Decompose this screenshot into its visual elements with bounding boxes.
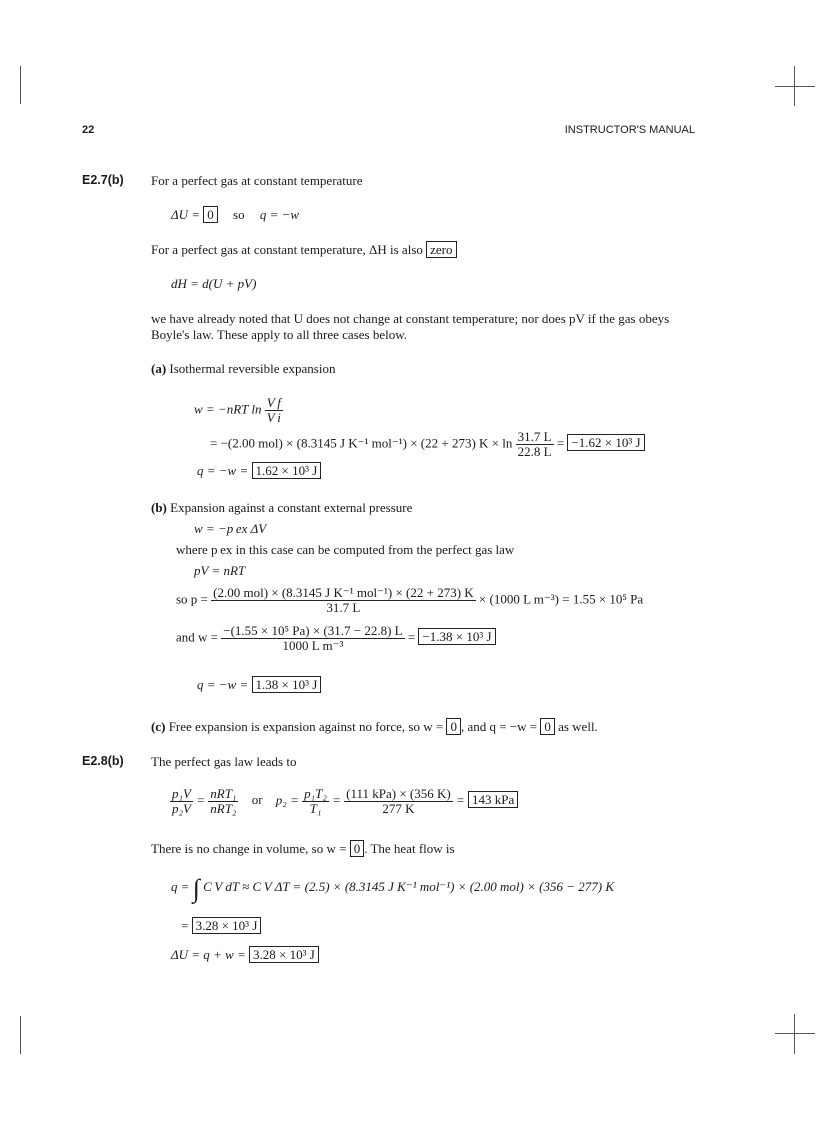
equation bbox=[171, 946, 319, 963]
equation-part: = −(2.00 mol) × (8.3145 J K⁻¹ mol⁻¹) × (22 + 273) K × ln bbox=[210, 435, 513, 451]
equation bbox=[171, 206, 299, 223]
fraction bbox=[344, 787, 453, 816]
answer-box: 0 bbox=[203, 206, 218, 223]
equation-part: q = −w bbox=[259, 207, 300, 222]
integral-sign: ∫ bbox=[192, 874, 200, 903]
crop-mark bbox=[20, 66, 21, 104]
part-label: (b) bbox=[151, 500, 167, 515]
equation-part: or bbox=[251, 792, 263, 808]
numerator: −(1.55 × 10⁵ Pa) × (31.7 − 22.8) L bbox=[223, 623, 403, 638]
equation-part: = bbox=[196, 792, 205, 808]
text-line: Boyle's law. These apply to all three cases below. bbox=[151, 327, 408, 342]
equation-part: C V dT ≈ C V ΔT = (2.5) × (8.3145 J K⁻¹ mol⁻¹) × (2.00 mol) × (356 − 277) K bbox=[203, 879, 614, 894]
denominator: 277 K bbox=[382, 801, 415, 816]
part-title: Isothermal reversible expansion bbox=[169, 361, 336, 376]
denominator: nRT₂ bbox=[210, 801, 237, 816]
equation bbox=[176, 586, 643, 615]
answer-box: 1.62 × 10³ J bbox=[252, 462, 322, 479]
equation-part: ΔU = q + w = bbox=[171, 947, 246, 962]
equation-part: so bbox=[233, 207, 245, 222]
numerator: p₁V bbox=[172, 786, 191, 801]
equation bbox=[194, 396, 283, 425]
equation-part: p₂ = bbox=[275, 792, 299, 808]
text-part: There is no change in volume, so w = bbox=[151, 841, 347, 856]
denominator: 1000 L m⁻³ bbox=[282, 638, 344, 653]
answer-box: 0 bbox=[350, 840, 365, 857]
equation-part: so p = bbox=[176, 591, 208, 607]
answer-box: 0 bbox=[446, 718, 461, 735]
fraction bbox=[211, 586, 476, 615]
numerator: 31.7 L bbox=[517, 429, 552, 444]
text-part: as well. bbox=[558, 719, 598, 734]
equation bbox=[197, 676, 321, 693]
equation-part: = bbox=[556, 435, 565, 451]
exercise-label: E2.8(b) bbox=[82, 754, 124, 768]
text-part: For a perfect gas at constant temperature, ΔH is also bbox=[151, 242, 423, 257]
equation: dH = d(U + pV) bbox=[171, 276, 257, 291]
equation bbox=[171, 874, 614, 904]
fraction bbox=[170, 787, 193, 816]
fraction bbox=[265, 396, 283, 425]
answer-box: 3.28 × 10³ J bbox=[192, 917, 262, 934]
equation-part: × (1000 L m⁻³) = 1.55 × 10⁵ Pa bbox=[478, 591, 644, 607]
exercise-label: E2.7(b) bbox=[82, 173, 124, 187]
answer-box: −1.38 × 10³ J bbox=[418, 628, 495, 645]
denominator: V i bbox=[266, 410, 281, 425]
answer-box: 0 bbox=[540, 718, 555, 735]
part-heading bbox=[151, 500, 412, 516]
part-title: Expansion against a constant external pressure bbox=[170, 500, 413, 515]
equation-part: w = −nRT ln bbox=[194, 401, 262, 417]
text-line: we have already noted that U does not change at constant temperature; nor does pV if the gas obeys bbox=[151, 311, 670, 326]
text-line bbox=[151, 241, 457, 258]
equation-part: q = −w = bbox=[197, 677, 249, 692]
equation: w = −p ex ΔV bbox=[194, 521, 267, 536]
crop-mark bbox=[794, 1014, 795, 1054]
text-line: where p ex in this case can be computed from the perfect gas law bbox=[176, 542, 515, 557]
running-title: INSTRUCTOR'S MANUAL bbox=[564, 124, 695, 136]
crop-mark bbox=[794, 66, 795, 106]
equation-part: = bbox=[407, 629, 416, 645]
equation bbox=[210, 430, 645, 459]
text-line bbox=[151, 718, 598, 735]
page-number: 22 bbox=[82, 124, 95, 136]
equation bbox=[170, 787, 518, 816]
fraction bbox=[516, 430, 554, 459]
text-line: The perfect gas law leads to bbox=[151, 754, 297, 769]
numerator: (2.00 mol) × (8.3145 J K⁻¹ mol⁻¹) × (22 + 273) K bbox=[213, 585, 474, 600]
equation: pV = nRT bbox=[194, 563, 246, 578]
answer-box: zero bbox=[426, 241, 456, 258]
equation bbox=[197, 462, 321, 479]
crop-mark bbox=[775, 1033, 815, 1034]
text-line bbox=[151, 840, 455, 857]
denominator: 31.7 L bbox=[326, 600, 361, 615]
answer-box: 143 kPa bbox=[468, 791, 518, 808]
numerator: (111 kPa) × (356 K) bbox=[346, 786, 451, 801]
answer-box: 1.38 × 10³ J bbox=[252, 676, 322, 693]
equation bbox=[176, 624, 496, 653]
denominator: T₁ bbox=[309, 801, 322, 816]
equation-part: q = −w = bbox=[197, 463, 249, 478]
text-line: For a perfect gas at constant temperature bbox=[151, 173, 363, 188]
equation-part: ΔU = bbox=[171, 207, 201, 222]
equation bbox=[181, 917, 261, 934]
equation-part: and w = bbox=[176, 629, 218, 645]
numerator: nRT₁ bbox=[210, 786, 237, 801]
answer-box: −1.62 × 10³ J bbox=[567, 434, 644, 451]
denominator: 22.8 L bbox=[517, 444, 552, 459]
equation-part: = bbox=[181, 918, 189, 933]
crop-mark bbox=[20, 1016, 21, 1054]
denominator: p₂V bbox=[172, 801, 191, 816]
numerator: V f bbox=[266, 395, 281, 410]
equation-part: q = bbox=[171, 879, 190, 894]
text-part: Free expansion is expansion against no force, so w = bbox=[168, 719, 444, 734]
fraction bbox=[208, 787, 238, 816]
equation-part: = bbox=[332, 792, 341, 808]
part-label: (c) bbox=[151, 719, 166, 734]
part-heading bbox=[151, 361, 335, 377]
part-label: (a) bbox=[151, 361, 167, 376]
numerator: p₁T₂ bbox=[304, 786, 327, 801]
fraction bbox=[302, 787, 329, 816]
equation-part: = bbox=[455, 792, 465, 808]
answer-box: 3.28 × 10³ J bbox=[249, 946, 319, 963]
fraction bbox=[221, 624, 404, 653]
text-part: , and q = −w = bbox=[460, 719, 538, 734]
crop-mark bbox=[775, 86, 815, 87]
text-part: . The heat flow is bbox=[364, 841, 455, 856]
